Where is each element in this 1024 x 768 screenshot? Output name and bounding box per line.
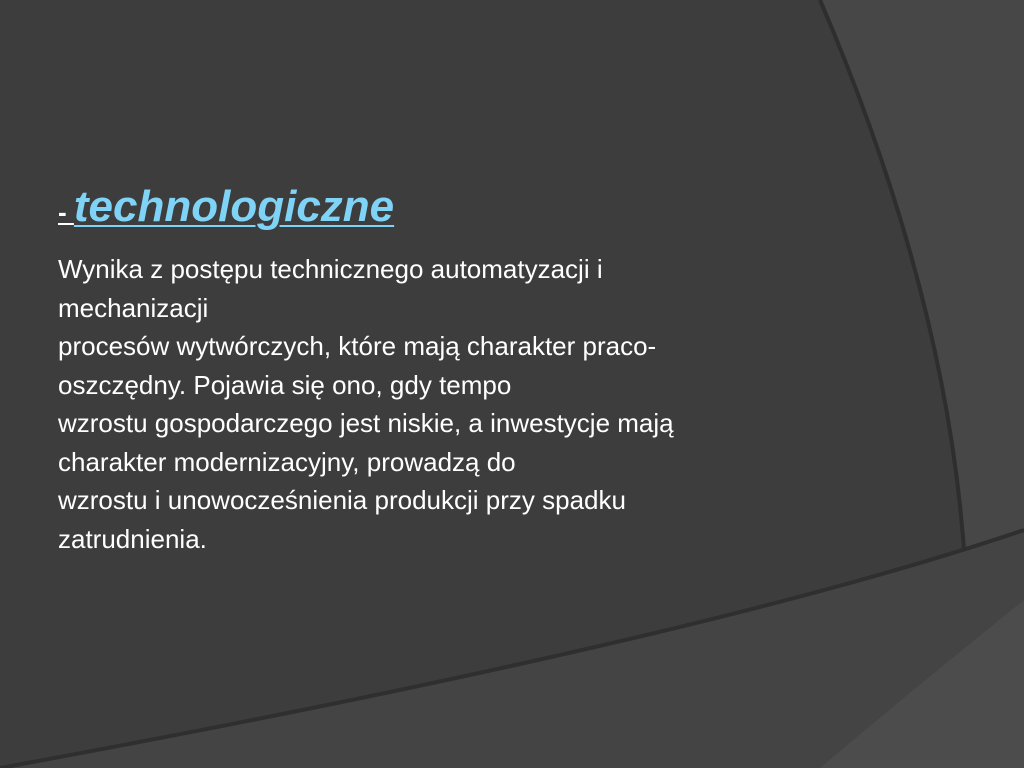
heading-prefix: - [58,197,74,227]
body-line: oszczędny. Pojawia się ono, gdy tempo [58,369,512,400]
body-line: wzrostu i unowocześnienia produkcji przy spadku [58,485,626,515]
body-text [58,250,878,558]
heading-line [58,180,878,244]
body-line: wzrostu gospodarczego jest niskie, a inwestycje mają [58,408,674,438]
slide-content [58,180,878,558]
body-line: mechanizacji [58,292,209,323]
body-line: procesów wytwórczych, które mają charakter praco- [58,331,657,361]
body-line: zatrudnienia. [58,523,207,554]
body-line: charakter modernizacyjny, prowadzą do [58,446,516,477]
heading-title: technologiczne [73,182,395,231]
body-line: Wynika z postępu technicznego automatyzacji i [58,254,603,284]
